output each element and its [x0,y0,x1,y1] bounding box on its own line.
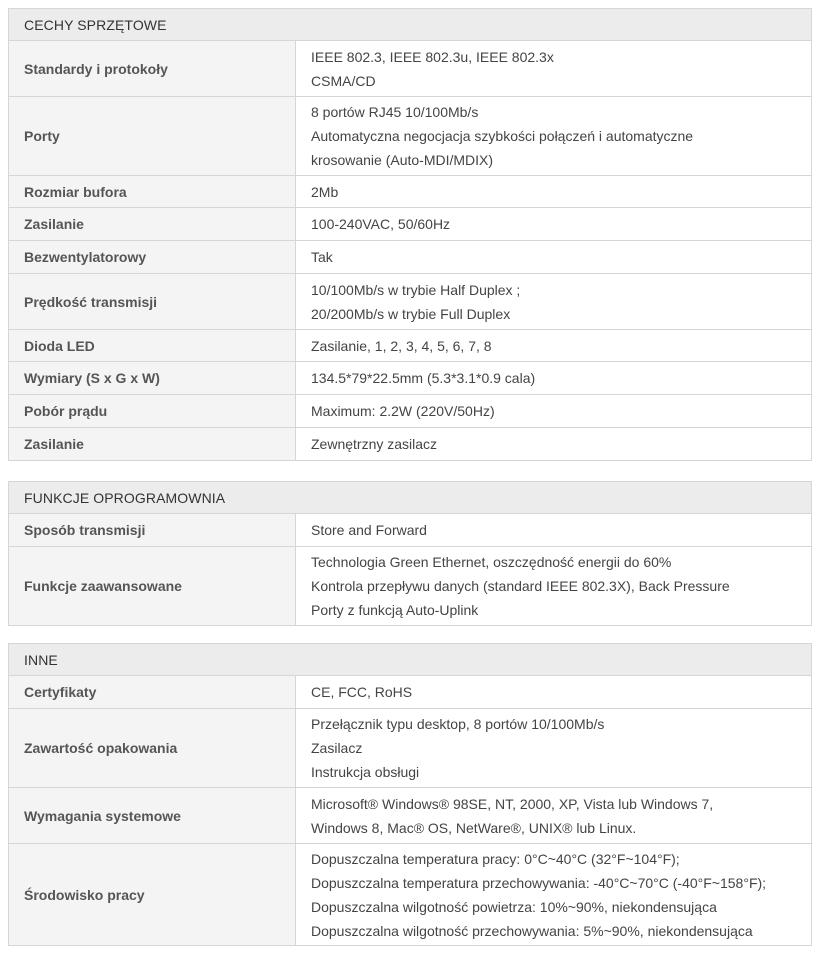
spec-row [9,97,812,176]
section-title: CECHY SPRZĘTOWE [9,9,812,41]
spec-row [9,176,812,208]
spec-value-line: 8 portów RJ45 10/100Mb/s [311,104,479,120]
spec-row [9,676,812,709]
spec-value [296,676,812,709]
spec-label: Rozmiar bufora [9,176,296,208]
spec-label: Standardy i protokoły [9,41,296,97]
spec-row [9,274,812,330]
spec-value-line: Dopuszczalna temperatura przechowywania: -40°C~70°C (-40°F~158°F); [311,874,767,891]
spec-row [9,514,812,547]
spec-value-line: Dopuszczalna temperatura pracy: 0°C~40°C (32°F~104°F); [311,850,680,867]
spec-value-line: Zewnętrzny zasilacz [311,436,438,452]
spec-label: Funkcje zaawansowane [9,547,296,626]
spec-label: Środowisko pracy [9,844,296,946]
spec-value [296,208,812,241]
spec-label: Zasilanie [9,428,296,461]
spec-value [296,547,812,626]
spec-value-line: CSMA/CD [311,72,376,89]
spec-value [296,362,812,395]
spec-row [9,428,812,461]
spec-row [9,395,812,428]
section-header-row [9,9,812,41]
spec-section-software [8,481,812,626]
spec-label: Dioda LED [9,330,296,362]
spec-value-line: IEEE 802.3, IEEE 802.3u, IEEE 802.3x [311,48,554,65]
spec-value-line: Dopuszczalna wilgotność powietrza: 10%~90%, niekondensująca [311,898,717,915]
spec-value-line: 20/200Mb/s w trybie Full Duplex [311,305,511,322]
spec-section-other [8,643,812,946]
spec-value-line: Windows 8, Mac® OS, NetWare®, UNIX® lub Linux. [311,819,637,836]
spec-label: Zasilanie [9,208,296,241]
spec-value-line: Instrukcja obsługi [311,764,420,780]
spec-value-line: CE, FCC, RoHS [311,684,413,700]
spec-value-line: 100-240VAC, 50/60Hz [311,216,451,232]
spec-value [296,709,812,788]
section-header-row [9,644,812,676]
spec-value-line: Zasilacz [311,740,363,756]
spec-value [296,395,812,428]
spec-label: Wymagania systemowe [9,788,296,844]
spec-value-line: Microsoft® Windows® 98SE, NT, 2000, XP, Vista lub Windows 7, [311,795,714,812]
spec-value-line: krosowanie (Auto-MDI/MDIX) [311,152,494,168]
spec-value-line: Maximum: 2.2W (220V/50Hz) [311,403,495,419]
spec-row [9,41,812,97]
spec-value-line: Przełącznik typu desktop, 8 portów 10/100Mb/s [311,716,605,732]
spec-value [296,428,812,461]
section-title: FUNKCJE OPROGRAMOWNIA [9,482,812,514]
spec-value [296,330,812,362]
spec-value [296,97,812,176]
spec-row [9,241,812,274]
spec-value [296,514,812,547]
spec-value-line: Store and Forward [311,522,427,538]
spec-row [9,362,812,395]
spec-value [296,274,812,330]
spec-value-line: 10/100Mb/s w trybie Half Duplex ; [311,281,521,298]
spec-value-line: Kontrola przepływu danych (standard IEEE 802.3X), Back Pressure [311,578,730,594]
spec-row [9,547,812,626]
spec-row [9,788,812,844]
spec-label: Zawartość opakowania [9,709,296,788]
spec-label: Sposób transmisji [9,514,296,547]
spec-value [296,788,812,844]
spec-value [296,41,812,97]
spec-value [296,844,812,946]
spec-value-line: 134.5*79*22.5mm (5.3*3.1*0.9 cala) [311,370,536,386]
spec-section-hardware [8,8,812,461]
spec-label: Porty [9,97,296,176]
spec-value-line: Technologia Green Ethernet, oszczędność energii do 60% [311,554,672,570]
spec-row [9,709,812,788]
spec-value-line: Zasilanie, 1, 2, 3, 4, 5, 6, 7, 8 [311,337,492,354]
spec-value-line: Porty z funkcją Auto-Uplink [311,602,479,618]
spec-value [296,241,812,274]
section-title: INNE [9,644,812,676]
spec-value-line: Tak [311,249,333,265]
spec-value-line: Dopuszczalna wilgotność przechowywania: 5%~90%, niekondensująca [311,922,753,939]
spec-label: Prędkość transmisji [9,274,296,330]
spec-value [296,176,812,208]
spec-row [9,208,812,241]
spec-label: Certyfikaty [9,676,296,709]
spec-row [9,330,812,362]
spec-label: Wymiary (S x G x W) [9,362,296,395]
spec-label: Pobór prądu [9,395,296,428]
spec-label: Bezwentylatorowy [9,241,296,274]
section-header-row [9,482,812,514]
spec-value-line: 2Mb [311,183,339,200]
spec-row [9,844,812,946]
spec-value-line: Automatyczna negocjacja szybkości połączeń i automatyczne [311,128,694,144]
